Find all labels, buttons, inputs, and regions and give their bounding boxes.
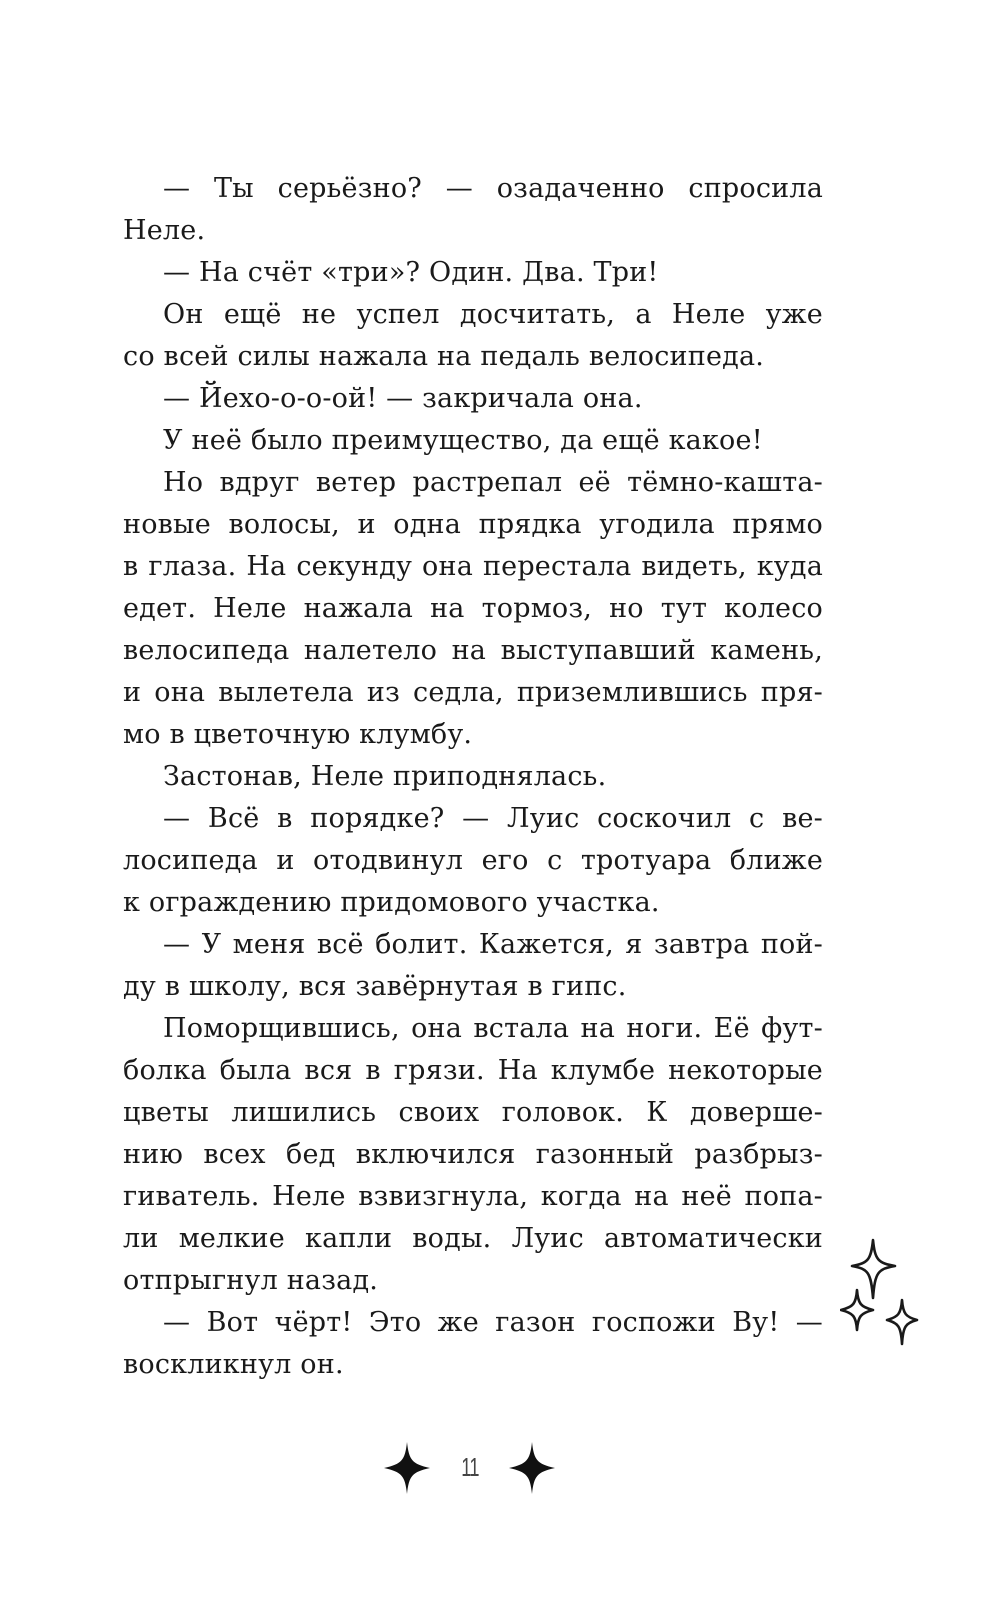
- four-point-star-icon: [382, 1440, 432, 1496]
- text-line: и она вылетела из седла, приземлившись пря-: [123, 677, 823, 708]
- four-point-star-icon: [507, 1440, 557, 1496]
- text-line: едет. Неле нажала на тормоз, но тут колесо: [123, 593, 823, 624]
- sparkles-outline-icon: [840, 1230, 940, 1350]
- text-line: велосипеда налетело на выступавший камень,: [123, 635, 823, 666]
- page-footer: [0, 1432, 1000, 1504]
- page-number: 11: [461, 1452, 479, 1482]
- text-line: — У меня всё болит. Кажется, я завтра пой-: [163, 929, 823, 960]
- text-line: гиватель. Неле взвизгнула, когда на неё попа-: [123, 1181, 823, 1212]
- text-line: Поморщившись, она встала на ноги. Её фут-: [163, 1013, 823, 1044]
- text-line: — Ты серьёзно? — озадаченно спросила: [163, 173, 823, 204]
- text-line: Он ещё не успел досчитать, а Неле уже: [163, 299, 823, 330]
- text-line: воскликнул он.: [123, 1349, 344, 1380]
- text-line: цветы лишились своих головок. К доверше-: [123, 1097, 823, 1128]
- text-line: Но вдруг ветер растрепал её тёмно-кашта-: [163, 467, 823, 498]
- text-line: новые волосы, и одна прядка угодила прямо: [123, 509, 823, 540]
- text-line: мо в цветочную клумбу.: [123, 719, 473, 750]
- text-line: — Всё в порядке? — Луис соскочил с ве-: [163, 803, 823, 834]
- text-line: Неле.: [123, 215, 206, 246]
- text-line: лосипеда и отодвинул его с тротуара ближе: [123, 845, 823, 876]
- text-line: в глаза. На секунду она перестала видеть, куда: [123, 551, 823, 582]
- text-line: со всей силы нажала на педаль велосипеда.: [123, 341, 765, 372]
- text-line: болка была вся в грязи. На клумбе некоторые: [123, 1055, 823, 1086]
- text-line: — Вот чёрт! Это же газон госпожи Ву! —: [163, 1307, 823, 1338]
- text-line: отпрыгнул назад.: [123, 1265, 379, 1296]
- text-line: нию всех бед включился газонный разбрыз-: [123, 1139, 823, 1170]
- text-line: У неё было преимущество, да ещё какое!: [163, 425, 763, 456]
- text-line: к ограждению придомового участка.: [123, 887, 660, 918]
- text-line: — Йехо-о-о-ой! — закричала она.: [163, 383, 643, 414]
- text-line: ли мелкие капли воды. Луис автоматически: [123, 1223, 823, 1254]
- text-line: Застонав, Неле приподнялась.: [163, 761, 607, 792]
- text-line: — На счёт «три»? Один. Два. Три!: [163, 257, 659, 288]
- text-line: ду в школу, вся завёрнутая в гипс.: [123, 971, 627, 1002]
- body-text: [123, 168, 823, 1386]
